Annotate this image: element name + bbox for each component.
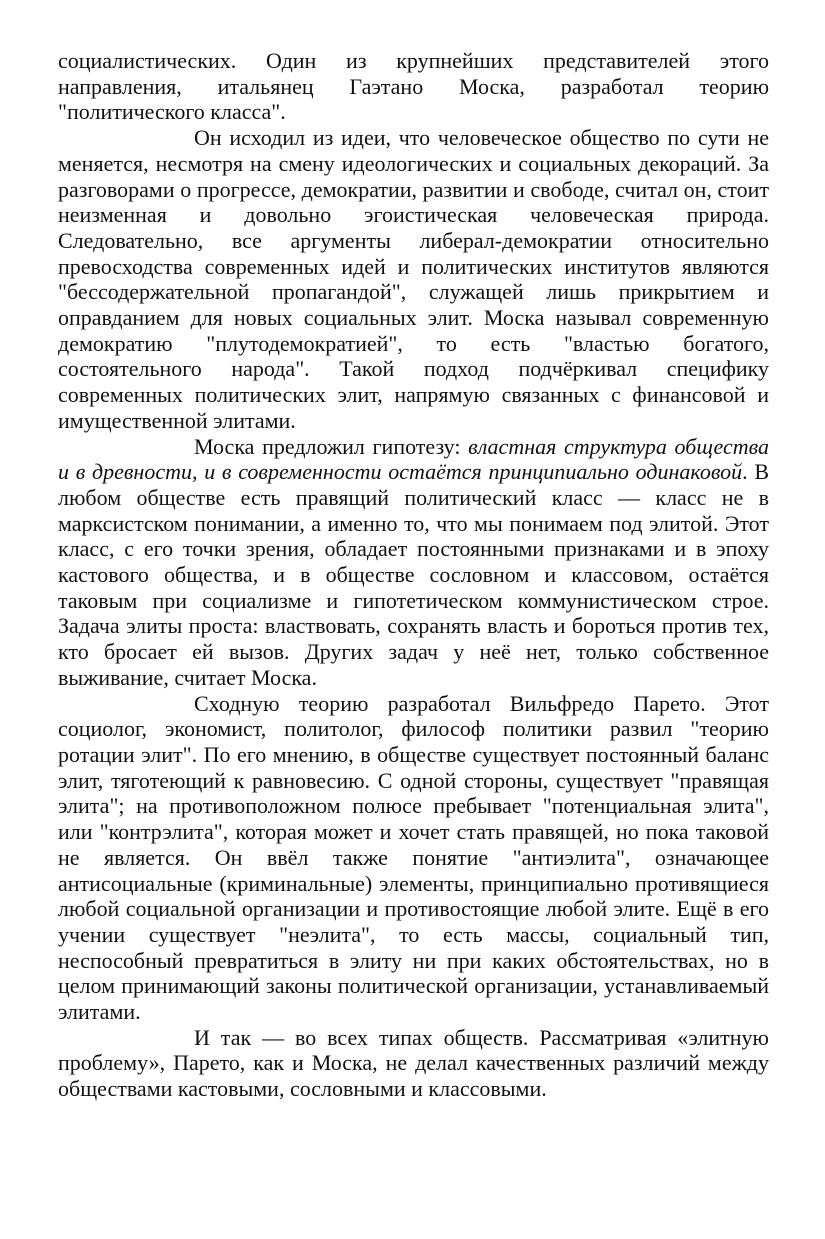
document-page <box>58 48 769 1102</box>
italic-hypothesis-text: властная структура общества и в древности, и в современности остаётся принципиально одинаковой <box>58 433 769 485</box>
paragraph-text: Он исходил из идеи, что человеческое общество по сути не меняется, несмотря на смену идеологических и социальных декораций. За разговорами о прогрессе, демократии, развитии и свободе, считал он, стоит неизменная и довольно эгоистическая человеческая природа. Следовательно, все аргументы либерал-демократии относительно превосходства современных идей и политических институтов являются "бессодержательной пропагандой", служащей лишь прикрытием и оправданием для новых социальных элит. Моска называл современную демократию "плутодемократией", то есть "властью богатого, состоятельного народа". Такой подход подчёркивал специфику современных политических элит, напрямую связанных с финансовой и имущественной элитами. <box>58 125 769 433</box>
paragraph-text: Сходную теорию разработал Вильфредо Парето. Этот социолог, экономист, политолог, философ политики развил "теорию ротации элит". По его мнению, в обществе существует постоянный баланс элит, тяготеющий к равновесию. С одной стороны, существует "правящая элита"; на противоположном полюсе пребывает "потенциальная элита", или "контрэлита", которая может и хочет стать правящей, но пока таковой не является. Он ввёл также понятие "антиэлита", означающее антисоциальные (криминальные) элементы, принципиально противящиеся любой социальной организации и противостоящие любой элите. Ещё в его учении существует "неэлита", то есть массы, социальный тип, неспособный превратиться в элиту ни при каких обстоятельствах, но в целом принимающий законы политической организации, устанавливаемый элитами. <box>58 690 769 1025</box>
paragraph-mosca-hypothesis <box>58 434 769 691</box>
paragraph-text: . В любом обществе есть правящий политический класс — класс не в марксистском понимании, а именно то, что мы понимаем под элитой. Этот класс, с его точки зрения, обладает постоянными признаками и в эпоху кастового общества, и в обществе сословном и классовом, остаётся таковым при социализме и гипотетическом коммунистическом строе. Задача элиты проста: властвовать, сохранять власть и бороться против тех, кто бросает ей вызов. Других задач у неё нет, только собственное выживание, считает Моска. <box>58 459 769 690</box>
paragraph-text: И так — во всех типах обществ. Рассматривая «элитную проблему», Парето, как и Моска, не делал качественных различий между обществами кастовыми, сословными и классовыми. <box>58 1024 769 1102</box>
paragraph-pareto-theory <box>58 691 769 1025</box>
paragraph-continuation <box>58 48 769 125</box>
paragraph-mosca-idea <box>58 125 769 433</box>
paragraph-text: социалистических. Один из крупнейших представителей этого направления, итальянец Гаэтано Моска, разработал теорию "политического класса". <box>58 48 769 125</box>
paragraph-text: Моска предложил гипотезу: <box>194 433 469 459</box>
paragraph-conclusion <box>58 1025 769 1102</box>
